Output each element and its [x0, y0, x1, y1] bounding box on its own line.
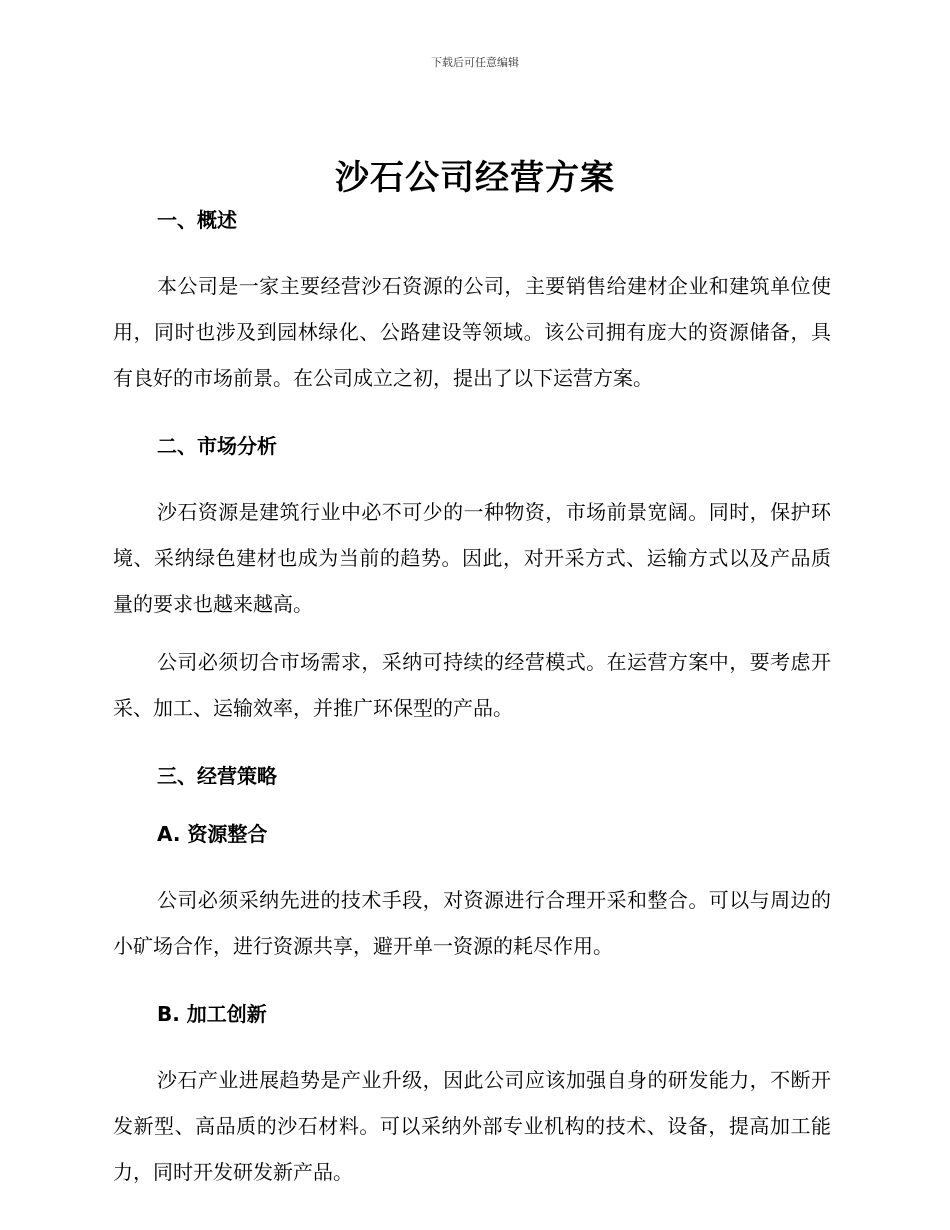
subsection-heading-processing-innovation: B. 加工创新	[157, 1002, 267, 1026]
paragraph-resource-integration: 公司必须采纳先进的技术手段，对资源进行合理开采和整合。可以与周边的小矿场合作，进行资源共享，避开单一资源的耗尽作用。	[113, 888, 831, 958]
document-body	[113, 205, 831, 1195]
paragraph-market-1: 沙石资源是建筑行业中必不可少的一种物资，市场前景宽阔。同时，保护环境、采纳绿色建材也成为当前的趋势。因此，对开采方式、运输方式以及产品质量的要求也越来越高。	[113, 500, 831, 616]
document-title: 沙石公司经营方案	[335, 158, 615, 198]
section-heading-strategy: 三、经营策略	[157, 764, 277, 788]
paragraph-market-2: 公司必须切合市场需求，采纳可持续的经营模式。在运营方案中，要考虑开采、加工、运输效率，并推广环保型的产品。	[113, 650, 831, 720]
subsection-heading-resource-integration: A. 资源整合	[157, 822, 268, 846]
header-note: 下载后可任意编辑	[431, 56, 519, 69]
section-heading-overview: 一、概述	[157, 208, 237, 232]
paragraph-overview: 本公司是一家主要经营沙石资源的公司，主要销售给建材企业和建筑单位使用，同时也涉及到园林绿化、公路建设等领域。该公司拥有庞大的资源储备，具有良好的市场前景。在公司成立之初，提出了以下运营方案。	[113, 274, 831, 390]
paragraph-processing-innovation: 沙石产业进展趋势是产业升级，因此公司应该加强自身的研发能力，不断开发新型、高品质的沙石材料。可以采纳外部专业机构的技术、设备，提高加工能力，同时开发研发新产品。	[113, 1068, 831, 1184]
section-heading-market: 二、市场分析	[157, 434, 277, 458]
